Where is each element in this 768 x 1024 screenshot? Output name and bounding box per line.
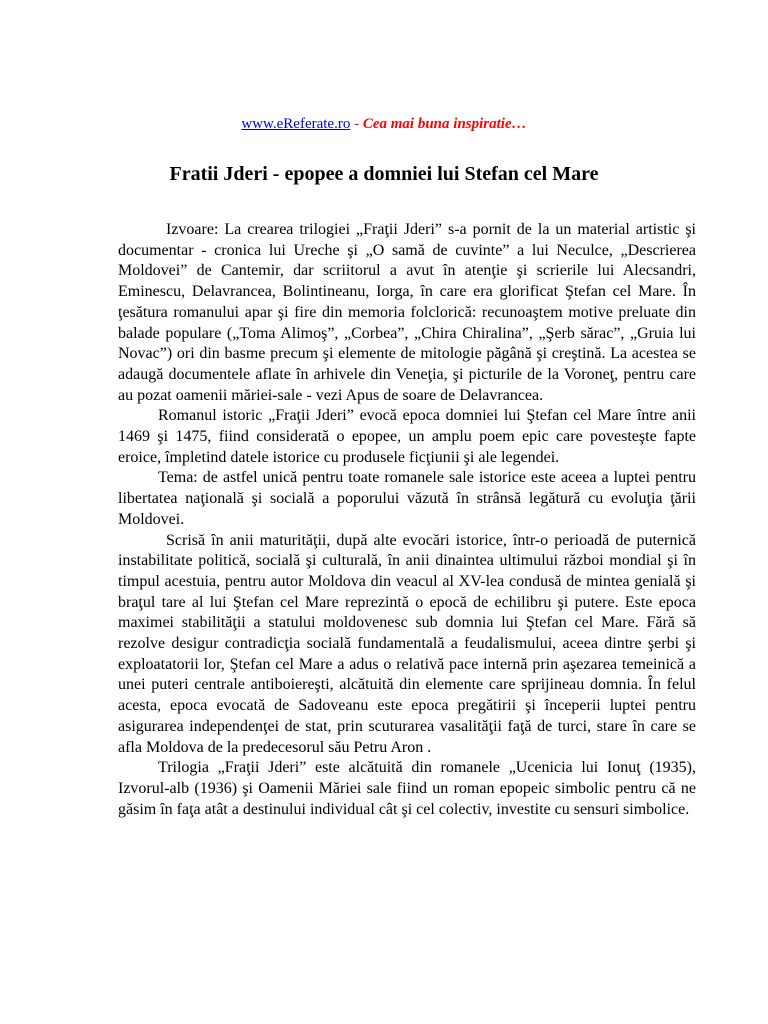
paragraph-sources: Izvoare: La crearea trilogiei „Fraţii Jderi” s-a pornit de la un material artistic şi documentar - cronica lui Ureche şi „O samă de cuvinte” a lui Neculce, „Descrierea Moldovei” de Cantemir, dar scriitorul a avut în atenţie şi scrierile lui Alecsandri, Eminescu, Delavrancea, Bolintineanu, Iorga, în care era glorificat Ştefan cel Mare. În ţesătura romanului apar şi fire din memoria folclorică: recunoaştem motive preluate din balade populare („Toma Alimoş”, „Corbea”, „Chira Chiralina”, „Şerb sărac”, „Gruia lui Novac”) ori din basme precum şi elemente de mitologie păgână şi creştină. La acestea se adaugă documentele aflate în arhivele din Veneţia, şi picturile de la Voroneţ, pentru care au pozat oamenii măriei-sale - vezi Apus de soare de Delavrancea. [118,221,696,404]
header-tagline: Cea mai buna inspiratie… [362,116,527,132]
document-body [118,220,696,820]
paragraph-historical-novel: Romanul istoric „Fraţii Jderi” evocă epoca domniei lui Ştefan cel Mare între anii 1469 şi 1475, fiind considerată o epopee, un amplu poem epic care povesteşte fapte eroice, împletind datele istorice cu produsele ficţiunii şi ale legendei. [118,407,696,466]
paragraph-trilogy: Trilogia „Fraţii Jderi” este alcătuită din romanele „Ucenicia lui Ionuţ (1935), Izvorul-alb (1936) şi Oamenii Măriei sale fiind un roman epopeic simbolic pentru că ne găsim în faţa atât a destinului individual cât şi cel colectiv, investite cu sensuri simbolice. [118,759,696,818]
page-title: Fratii Jderi - epopee a domniei lui Stefan cel Mare [169,163,599,185]
site-link[interactable]: www.eReferate.ro [241,116,351,132]
header-line [0,114,768,134]
paragraph-theme: Tema: de astfel unică pentru toate romanele sale istorice este aceea a luptei pentru libertatea naţională şi socială a poporului văzută în strânsă legătură cu evoluţia ţării Moldovei. [118,469,696,528]
paragraph-context: Scrisă în anii maturităţii, după alte evocări istorice, într-o perioadă de puternică instabilitate politică, socială şi culturală, în anii dinaintea ultimului război mondial şi în timpul acestuia, pentru autor Moldova din veacul al XV-lea condusă de mintea genială şi braţul tare al lui Ştefan cel Mare reprezintă o epocă de echilibru şi putere. Este epoca maximei stabilităţii a statului moldovenesc sub domnia lui Ştefan cel Mare. Fără să rezolve desigur contradicţia socială fundamentală a feudalismului, aceea dintre şerbi şi exploatatorii lor, Ştefan cel Mare a adus o relativă pace internă prin aşezarea temeinică a unei puteri centrale antiboiereşti, alcătuită din elemente care sprijineau domnia. În felul acesta, epoca evocată de Sadoveanu este epoca pregătirii şi începerii luptei pentru asigurarea independenţei de stat, prin scuturarea vasalităţii faţă de turci, stare în care se afla Moldova de la predecesorul său Petru Aron . [118,531,696,756]
header-separator: - [350,116,360,132]
